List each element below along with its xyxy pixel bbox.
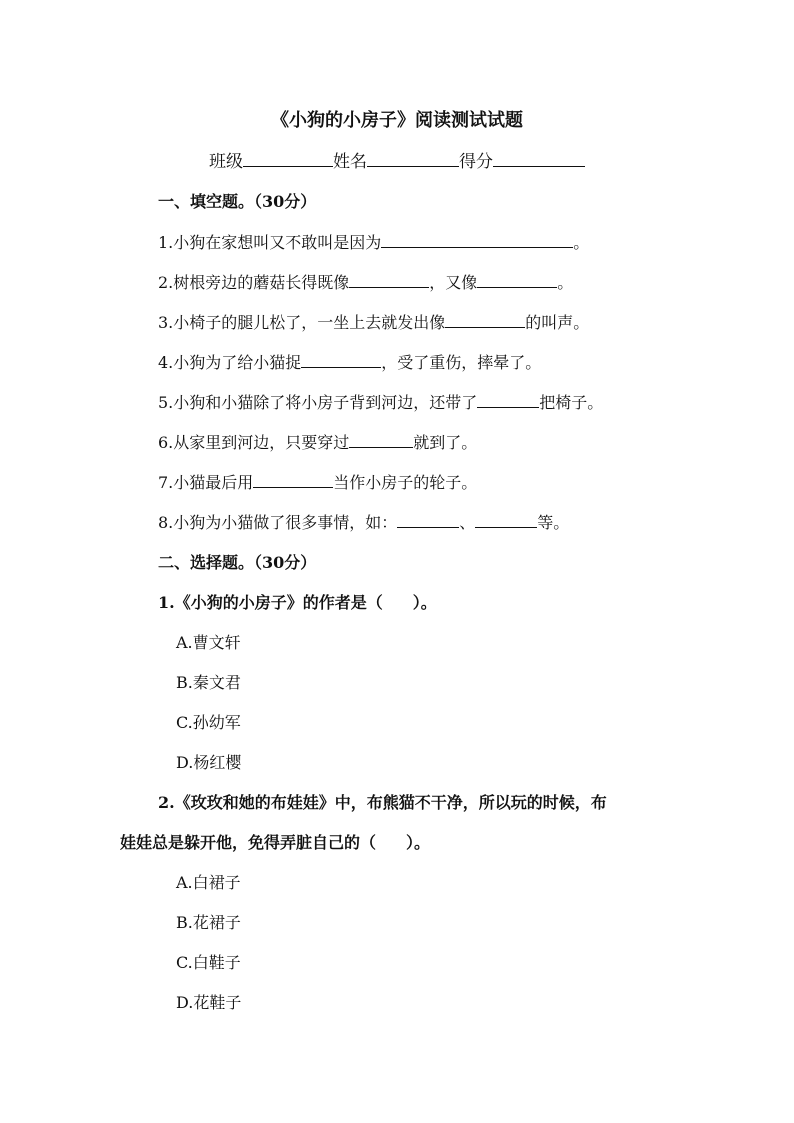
fill-question-6: 6.从家里到河边，只要穿过 就到了。 bbox=[158, 433, 478, 452]
fill-question-4: 4.小狗为了给小猫捉 ，受了重伤，摔晕了。 bbox=[158, 353, 542, 372]
choice-option-d[interactable]: D.杨红樱 bbox=[176, 753, 242, 772]
score-label: 得分 bbox=[459, 152, 493, 172]
student-info-line bbox=[0, 148, 794, 176]
fill-question-2: 2.树根旁边的蘑菇长得既像 ，又像 。 bbox=[158, 273, 574, 292]
choice-option-b[interactable]: B.秦文君 bbox=[176, 673, 241, 692]
choice-option-b[interactable]: B.花裙子 bbox=[176, 913, 241, 932]
section1-heading: 一、填空题。（30分） bbox=[158, 192, 317, 211]
choice-option-c[interactable]: C.孙幼军 bbox=[176, 713, 241, 732]
fill-question-5: 5.小狗和小猫除了将小房子背到河边，还带了 把椅子。 bbox=[158, 393, 604, 412]
fill-question-1: 1.小狗在家想叫又不敢叫是因为 。 bbox=[158, 233, 590, 252]
fill-question-8: 8.小狗为小猫做了很多事情，如： 、 等。 bbox=[158, 513, 570, 532]
score-blank[interactable] bbox=[493, 150, 585, 167]
class-blank[interactable] bbox=[243, 150, 333, 167]
answer-blank[interactable] bbox=[397, 511, 459, 528]
choice-question-2-stem-line1: 2.《玫玫和她的布娃娃》中，布熊猫不干净，所以玩的时候，布 bbox=[158, 793, 607, 812]
choice-question-1-stem: 1.《小狗的小房子》的作者是（ ）。 bbox=[158, 593, 437, 612]
choice-option-d[interactable]: D.花鞋子 bbox=[176, 993, 242, 1012]
class-label: 班级 bbox=[209, 152, 243, 172]
answer-blank[interactable] bbox=[349, 271, 429, 288]
answer-blank[interactable] bbox=[477, 271, 557, 288]
choice-option-c[interactable]: C.白鞋子 bbox=[176, 953, 241, 972]
name-blank[interactable] bbox=[367, 150, 459, 167]
answer-blank[interactable] bbox=[477, 391, 539, 408]
page-title: 《小狗的小房子》阅读测试试题 bbox=[271, 110, 523, 131]
answer-blank[interactable] bbox=[381, 231, 573, 248]
answer-blank[interactable] bbox=[445, 311, 525, 328]
answer-blank[interactable] bbox=[301, 351, 381, 368]
fill-question-7: 7.小猫最后用 当作小房子的轮子。 bbox=[158, 473, 478, 492]
choice-option-a[interactable]: A.曹文轩 bbox=[176, 633, 241, 652]
section2-heading: 二、选择题。（30分） bbox=[158, 553, 317, 572]
name-label: 姓名 bbox=[333, 152, 367, 172]
choice-question-2-stem-line2: 娃娃总是躲开他，免得弄脏自己的（ ）。 bbox=[120, 833, 431, 852]
choice-option-a[interactable]: A.白裙子 bbox=[176, 873, 241, 892]
answer-blank[interactable] bbox=[253, 471, 333, 488]
answer-blank[interactable] bbox=[349, 431, 413, 448]
answer-blank[interactable] bbox=[475, 511, 537, 528]
fill-question-3: 3.小椅子的腿儿松了，一坐上去就发出像 的叫声。 bbox=[158, 313, 590, 332]
